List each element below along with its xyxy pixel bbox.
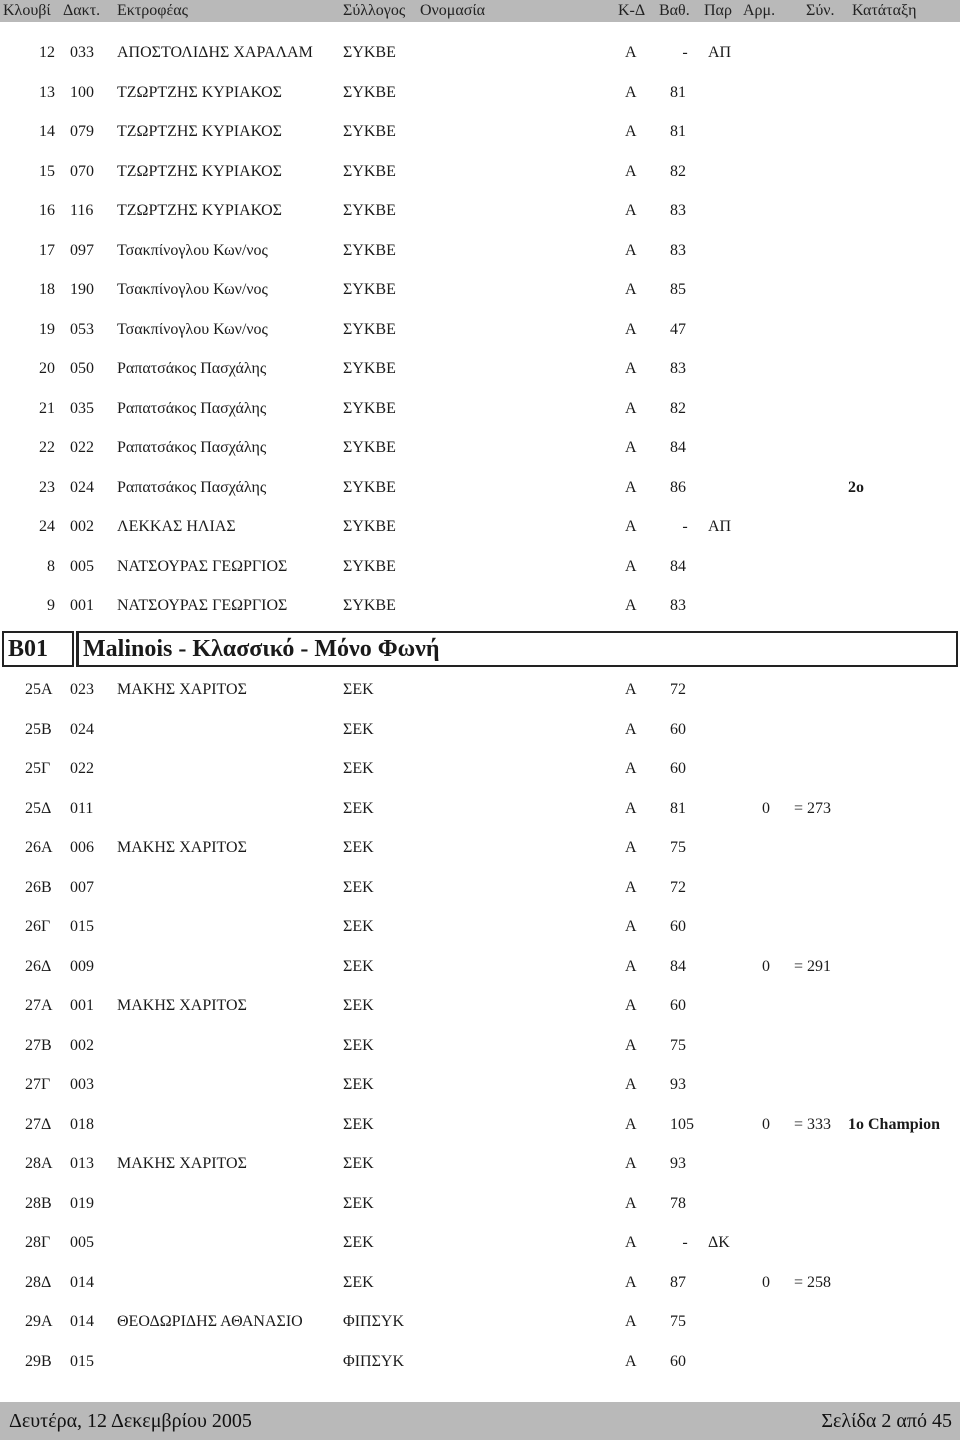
- breeder-name: ΜΑΚΗΣ ΧΑΡΙΤΟΣ: [117, 997, 247, 1014]
- cage-number: 28Γ: [25, 1234, 51, 1251]
- cage-number: 19: [39, 320, 55, 338]
- kd-value: Α: [625, 360, 637, 377]
- table-row: [0, 1352, 960, 1372]
- penalty-value: 0: [762, 799, 770, 817]
- table-row: [0, 399, 960, 419]
- kd-value: Α: [625, 681, 637, 698]
- cage-number: 26Α: [25, 839, 53, 856]
- club-name: ΣΕΚ: [343, 681, 374, 698]
- ring-number: 015: [70, 1352, 94, 1370]
- kd-value: Α: [625, 557, 637, 575]
- header-vath: Βαθ.: [659, 2, 690, 19]
- cage-number: 14: [39, 123, 55, 140]
- club-name: ΣΕΚ: [343, 1194, 374, 1212]
- ring-number: 001: [70, 597, 94, 614]
- table-row: [0, 1036, 960, 1056]
- breeder-name: Ραπατσάκος Πασχάλης: [117, 399, 267, 417]
- cage-number: 28Δ: [25, 1273, 52, 1291]
- kd-value: Α: [625, 918, 637, 935]
- cage-number: 27Β: [25, 1036, 52, 1054]
- kd-value: Α: [625, 202, 637, 219]
- ring-number: 019: [70, 1194, 94, 1212]
- kd-value: Α: [625, 760, 637, 777]
- kd-value: Α: [625, 83, 637, 101]
- club-name: ΣΕΚ: [343, 1036, 374, 1054]
- breeder-name: ΛΕΚΚΑΣ ΗΛΙΑΣ: [117, 518, 236, 535]
- kd-value: Α: [625, 839, 637, 856]
- table-row: [0, 280, 960, 300]
- kd-value: Α: [625, 241, 637, 259]
- table-row: [0, 1233, 960, 1253]
- ring-number: 015: [70, 918, 94, 935]
- table-row: [0, 320, 960, 340]
- status-note: ΔΚ: [708, 1234, 730, 1251]
- ring-number: 035: [70, 399, 94, 417]
- breeder-name: ΤΖΩΡΤΖΗΣ ΚΥΡΙΑΚΟΣ: [117, 162, 282, 180]
- ring-number: 002: [70, 1036, 94, 1054]
- footer-date: Δευτέρα, 12 Δεκεμβρίου 2005: [9, 1410, 252, 1432]
- kd-value: Α: [625, 281, 637, 298]
- ring-number: 013: [70, 1155, 94, 1172]
- table-row: [0, 83, 960, 103]
- ring-number: 033: [70, 44, 94, 61]
- cage-number: 25Δ: [25, 799, 52, 817]
- score-value: 72: [670, 878, 686, 896]
- header-kd: Κ-Δ: [618, 2, 646, 19]
- kd-value: Α: [625, 1076, 637, 1093]
- score-value: 83: [670, 597, 686, 614]
- footer-page-number: Σελίδα 2 από 45: [821, 1410, 952, 1432]
- ring-number: 022: [70, 760, 94, 777]
- score-value: 83: [670, 202, 686, 219]
- club-name: ΣΥΚΒΕ: [343, 439, 396, 456]
- table-row: [0, 557, 960, 577]
- cage-number: 27Α: [25, 997, 53, 1014]
- cage-number: 28Β: [25, 1194, 52, 1212]
- table-row: [0, 359, 960, 379]
- club-name: ΣΕΚ: [343, 1115, 374, 1133]
- club-name: ΣΥΚΒΕ: [343, 518, 396, 535]
- table-row: [0, 517, 960, 537]
- cage-number: 24: [39, 518, 55, 535]
- ring-number: 023: [70, 681, 94, 698]
- club-name: ΣΕΚ: [343, 918, 374, 935]
- score-value: 81: [670, 799, 686, 817]
- table-row: [0, 241, 960, 261]
- kd-value: Α: [625, 320, 637, 338]
- score-value: 84: [670, 557, 686, 575]
- score-value: 78: [670, 1194, 686, 1212]
- club-name: ΣΥΚΒΕ: [343, 44, 396, 61]
- cage-number: 29Β: [25, 1352, 52, 1370]
- ring-number: 050: [70, 360, 94, 377]
- club-name: ΣΕΚ: [343, 839, 374, 856]
- penalty-value: 0: [762, 957, 770, 975]
- kd-value: Α: [625, 799, 637, 817]
- breeder-name: Τσακπίνογλου Κων/νος: [117, 241, 268, 259]
- cage-number: 22: [39, 439, 55, 456]
- page-footer: [0, 1402, 960, 1440]
- header-onomasia: Ονομασία: [420, 2, 486, 19]
- breeder-name: ΜΑΚΗΣ ΧΑΡΙΤΟΣ: [117, 681, 247, 698]
- kd-value: Α: [625, 123, 637, 140]
- table-row: [0, 201, 960, 221]
- total-value: = 291: [794, 957, 832, 975]
- breeder-name: ΤΖΩΡΤΖΗΣ ΚΥΡΙΑΚΟΣ: [117, 123, 282, 140]
- ring-number: 053: [70, 320, 94, 338]
- table-row: [0, 162, 960, 182]
- table-row: [0, 43, 960, 63]
- score-value: 93: [670, 1155, 686, 1172]
- breeder-name: ΜΑΚΗΣ ΧΑΡΙΤΟΣ: [117, 1155, 247, 1172]
- kd-value: Α: [625, 1194, 637, 1212]
- total-value: = 273: [794, 799, 832, 817]
- kd-value: Α: [625, 720, 637, 738]
- ring-number: 190: [70, 281, 94, 298]
- kd-value: Α: [625, 597, 637, 614]
- club-name: ΣΕΚ: [343, 1273, 374, 1291]
- club-name: ΣΕΚ: [343, 720, 374, 738]
- club-name: ΣΥΚΒΕ: [343, 399, 396, 417]
- kd-value: Α: [625, 518, 637, 535]
- cage-number: 25Α: [25, 681, 53, 698]
- breeder-name: ΝΑΤΣΟΥΡΑΣ ΓΕΩΡΓΙΟΣ: [117, 557, 288, 575]
- penalty-value: 0: [762, 1273, 770, 1291]
- status-note: ΑΠ: [708, 518, 732, 535]
- ring-number: 079: [70, 123, 94, 140]
- section-title: Malinois - Κλασσικό - Μόνο Φωνή: [76, 631, 958, 667]
- table-row: [0, 720, 960, 740]
- kd-value: Α: [625, 162, 637, 180]
- table-row: [0, 838, 960, 858]
- cage-number: 16: [39, 202, 55, 219]
- club-name: ΦΙΠΣΥΚ: [343, 1313, 404, 1330]
- cage-number: 12: [39, 44, 55, 61]
- club-name: ΣΥΚΒΕ: [343, 281, 396, 298]
- club-name: ΣΕΚ: [343, 878, 374, 896]
- club-name: ΣΕΚ: [343, 760, 374, 777]
- score-value: 85: [670, 281, 686, 298]
- status-note: ΑΠ: [708, 44, 732, 61]
- cage-number: 23: [39, 478, 55, 496]
- cage-number: 28Α: [25, 1155, 53, 1172]
- score-value: 75: [670, 1313, 686, 1330]
- cage-number: 27Γ: [25, 1076, 51, 1093]
- score-value: 83: [670, 241, 686, 259]
- ring-number: 014: [70, 1313, 94, 1330]
- club-name: ΣΥΚΒΕ: [343, 360, 396, 377]
- score-value: 105: [670, 1115, 694, 1133]
- breeder-name: Ραπατσάκος Πασχάλης: [117, 360, 267, 377]
- kd-value: Α: [625, 1352, 637, 1370]
- score-value: 60: [670, 760, 686, 777]
- table-row: [0, 1075, 960, 1095]
- score-value: 82: [670, 399, 686, 417]
- ring-number: 001: [70, 997, 94, 1014]
- breeder-name: ΘΕΟΔΩΡΙΔΗΣ ΑΘΑΝΑΣΙΟ: [117, 1313, 303, 1330]
- table-row: [0, 1115, 960, 1135]
- score-value: -: [682, 1234, 688, 1251]
- breeder-name: Τσακπίνογλου Κων/νος: [117, 320, 268, 338]
- cage-number: 25Γ: [25, 760, 51, 777]
- ring-number: 022: [70, 439, 94, 456]
- score-value: 72: [670, 681, 686, 698]
- club-name: ΣΥΚΒΕ: [343, 162, 396, 180]
- score-value: 75: [670, 839, 686, 856]
- kd-value: Α: [625, 439, 637, 456]
- breeder-name: Ραπατσάκος Πασχάλης: [117, 478, 267, 496]
- cage-number: 21: [39, 399, 55, 417]
- header-klouvi: Κλουβί: [3, 2, 51, 19]
- ring-number: 003: [70, 1076, 94, 1093]
- kd-value: Α: [625, 1313, 637, 1330]
- breeder-name: ΤΖΩΡΤΖΗΣ ΚΥΡΙΑΚΟΣ: [117, 83, 282, 101]
- score-value: -: [682, 44, 688, 61]
- table-row: [0, 759, 960, 779]
- score-value: 86: [670, 478, 686, 496]
- penalty-value: 0: [762, 1115, 770, 1133]
- cage-number: 29Α: [25, 1313, 53, 1330]
- cage-number: 27Δ: [25, 1115, 52, 1133]
- club-name: ΣΥΚΒΕ: [343, 202, 396, 219]
- kd-value: Α: [625, 878, 637, 896]
- total-value: = 333: [794, 1115, 832, 1133]
- table-row: [0, 1312, 960, 1332]
- cage-number: 26Δ: [25, 957, 52, 975]
- kd-value: Α: [625, 997, 637, 1014]
- club-name: ΣΥΚΒΕ: [343, 557, 396, 575]
- table-row: [0, 680, 960, 700]
- score-value: -: [682, 518, 688, 535]
- section-code: B01: [2, 631, 74, 667]
- kd-value: Α: [625, 1115, 637, 1133]
- table-row: [0, 1273, 960, 1293]
- header-arm: Αρμ.: [743, 2, 776, 19]
- ranking-label: 1ο Champion: [848, 1115, 941, 1133]
- breeder-name: ΜΑΚΗΣ ΧΑΡΙΤΟΣ: [117, 839, 247, 856]
- cage-number: 26Β: [25, 878, 52, 896]
- kd-value: Α: [625, 1234, 637, 1251]
- ring-number: 100: [70, 83, 94, 101]
- table-row: [0, 438, 960, 458]
- club-name: ΣΕΚ: [343, 1234, 374, 1251]
- cage-number: 20: [39, 360, 55, 377]
- score-value: 81: [670, 83, 686, 101]
- score-value: 82: [670, 162, 686, 180]
- score-value: 75: [670, 1036, 686, 1054]
- header-dakt: Δακτ.: [63, 2, 101, 19]
- header-syllogos: Σύλλογος: [343, 2, 406, 19]
- table-row: [0, 478, 960, 498]
- header-par: Παρ: [704, 2, 732, 19]
- breeder-name: ΝΑΤΣΟΥΡΑΣ ΓΕΩΡΓΙΟΣ: [117, 597, 288, 614]
- score-value: 93: [670, 1076, 686, 1093]
- table-row: [0, 917, 960, 937]
- club-name: ΣΥΚΒΕ: [343, 478, 396, 496]
- club-name: ΣΥΚΒΕ: [343, 320, 396, 338]
- club-name: ΣΥΚΒΕ: [343, 123, 396, 140]
- club-name: ΦΙΠΣΥΚ: [343, 1352, 404, 1370]
- cage-number: 25Β: [25, 720, 52, 738]
- kd-value: Α: [625, 1155, 637, 1172]
- cage-number: 13: [39, 83, 55, 101]
- cage-number: 8: [47, 557, 55, 575]
- club-name: ΣΕΚ: [343, 957, 374, 975]
- table-row: [0, 1194, 960, 1214]
- table-row: [0, 957, 960, 977]
- score-value: 60: [670, 997, 686, 1014]
- score-value: 60: [670, 918, 686, 935]
- ring-number: 070: [70, 162, 94, 180]
- kd-value: Α: [625, 478, 637, 496]
- header-katataxi: Κατάταξη: [852, 2, 917, 19]
- breeder-name: Τσακπίνογλου Κων/νος: [117, 281, 268, 298]
- cage-number: 18: [39, 281, 55, 298]
- club-name: ΣΕΚ: [343, 1155, 374, 1172]
- score-value: 81: [670, 123, 686, 140]
- score-value: 87: [670, 1273, 686, 1291]
- cage-number: 17: [39, 241, 55, 259]
- table-row: [0, 799, 960, 819]
- score-value: 60: [670, 720, 686, 738]
- table-row: [0, 878, 960, 898]
- kd-value: Α: [625, 399, 637, 417]
- cage-number: 26Γ: [25, 918, 51, 935]
- ring-number: 097: [70, 241, 94, 259]
- ring-number: 005: [70, 1234, 94, 1251]
- kd-value: Α: [625, 957, 637, 975]
- ring-number: 014: [70, 1273, 94, 1291]
- club-name: ΣΥΚΒΕ: [343, 83, 396, 101]
- ring-number: 018: [70, 1115, 94, 1133]
- club-name: ΣΥΚΒΕ: [343, 597, 396, 614]
- score-value: 84: [670, 957, 686, 975]
- ring-number: 005: [70, 557, 94, 575]
- ring-number: 009: [70, 957, 94, 975]
- table-row: [0, 596, 960, 616]
- kd-value: Α: [625, 1273, 637, 1291]
- club-name: ΣΕΚ: [343, 997, 374, 1014]
- cage-number: 15: [39, 162, 55, 180]
- section-header: [0, 631, 960, 667]
- breeder-name: ΑΠΟΣΤΟΛΙΔΗΣ ΧΑΡΑΛΑΜ: [117, 44, 313, 61]
- club-name: ΣΕΚ: [343, 799, 374, 817]
- ring-number: 006: [70, 839, 94, 856]
- club-name: ΣΥΚΒΕ: [343, 241, 396, 259]
- score-value: 83: [670, 360, 686, 377]
- ring-number: 007: [70, 878, 94, 896]
- cage-number: 9: [47, 597, 55, 614]
- column-header-bar: [0, 0, 960, 22]
- header-ektrofeas: Εκτροφέας: [117, 2, 188, 19]
- club-name: ΣΕΚ: [343, 1076, 374, 1093]
- ring-number: 024: [70, 720, 94, 738]
- table-row: [0, 1154, 960, 1174]
- kd-value: Α: [625, 44, 637, 61]
- ring-number: 116: [70, 202, 94, 219]
- kd-value: Α: [625, 1036, 637, 1054]
- ring-number: 002: [70, 518, 94, 535]
- table-row: [0, 996, 960, 1016]
- score-value: 84: [670, 439, 686, 456]
- ring-number: 011: [70, 799, 94, 817]
- ring-number: 024: [70, 478, 94, 496]
- score-value: 47: [670, 320, 686, 338]
- total-value: = 258: [794, 1273, 832, 1291]
- breeder-name: Ραπατσάκος Πασχάλης: [117, 439, 267, 456]
- score-value: 60: [670, 1352, 686, 1370]
- breeder-name: ΤΖΩΡΤΖΗΣ ΚΥΡΙΑΚΟΣ: [117, 202, 282, 219]
- ranking-label: 2ο: [848, 478, 864, 496]
- header-syn: Σύν.: [806, 2, 835, 19]
- table-row: [0, 122, 960, 142]
